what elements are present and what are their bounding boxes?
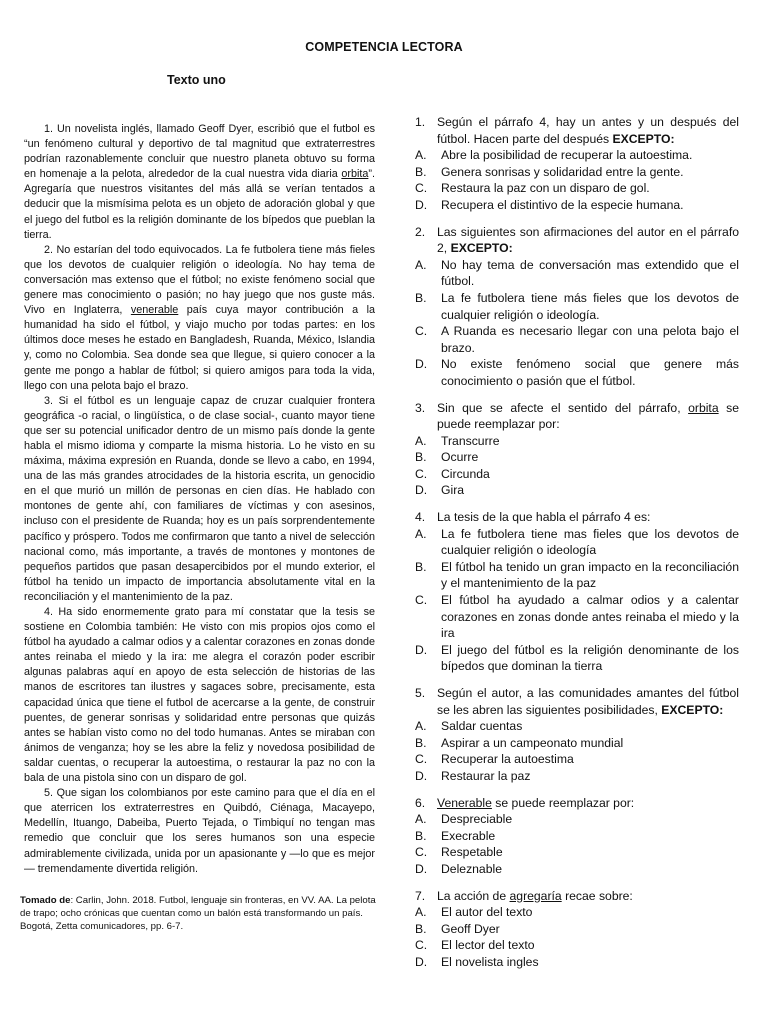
answer-option[interactable] [415,954,739,971]
option-letter: B. [415,450,427,465]
underlined-word: orbita [341,168,369,181]
option-text: La fe futbolera tiene más fieles que los devotos de cualquier religión o ideología. [441,290,739,322]
option-letter: C. [415,845,428,860]
option-letter: B. [415,735,427,750]
question-number: 7. [415,888,426,903]
question-4 [415,509,739,675]
underlined-word: Venerable [437,795,492,810]
answer-option[interactable] [415,861,739,878]
answer-option[interactable] [415,356,739,389]
option-text: Transcurre [441,433,500,448]
option-text: Despreciable [441,812,513,827]
option-text: Abre la posibilidad de recuperar la autoestima. [441,148,693,163]
option-letter: A. [415,526,427,541]
answer-option[interactable] [415,257,739,290]
option-text: El novelista ingles [441,954,539,969]
paragraph-text: 3. Si el fútbol es un lenguaje capaz de cruzar cualquier frontera geográfica -o racial, o lingüística, o de clase social-, cuanto mayor tiene que ser su potencial unificador dentro de un mismo país donde la gente habla el mismo idioma y comparte la misma historia. Lo he visto en su máxima, máxima expresión en Ruanda, donde se llevo a cabo, en 1994, una de las más grandes atrocidades de la historia escrita, un genocidio en el que murió un millón de personas en cien días. He hablado con montones de gente ahí, con familiares de víctimas y con asesinos, incluso con el presidente de Ruanda; hoy es un país sorprendentemente pacífico y próspero. Todos me confirmaron que tanto a nivel de selección nacional como, más importante, a través de montones y montones de pequeños partidos que pasan desapercibidos por el mundo exterior, el fútbol ha tenido un impacto de importancia absolutamente vital en la reconciliación y el mantenimiento de la paz. [24,394,375,603]
paragraph-3 [24,394,375,605]
option-text: Genera sonrisas y solidaridad entre la gente. [441,164,684,179]
answer-option[interactable] [415,735,739,752]
question-7 [415,888,739,971]
paragraph-text: 5. Que sigan los colombianos por este camino para que el día en el que aterricen los extraterrestres en Quibdó, Ciénaga, Macayepo, Medellín, Ituango, Dabeiba, Puerto Tejada, o Timbiquí no tengan mas remedio que concluir que los seres humanos son una especie admirablemente civilizada, unida por un apasionante y —lo que es mejor— tremendamente divertida religión. [24,787,375,875]
source-text: : Carlin, John. 2018. Futbol, lenguaje sin fronteras, en VV. AA. La pelota de trapo; ocho crónicas que cuentan como un balón está transformando un país. Bogotá, Zetta comunicadores, pp. 6-7. [20,895,376,932]
option-text: Circunda [441,466,490,481]
option-text: No existe fenómeno social que genere más conocimiento o pasión que el fútbol. [441,357,739,388]
option-letter: C. [415,324,428,339]
option-text: Deleznable [441,861,502,876]
option-letter: C. [415,466,428,481]
question-stem [415,224,739,257]
option-letter: C. [415,752,428,767]
option-letter: D. [415,768,428,783]
question-text [437,795,739,812]
question-number: 5. [415,686,426,700]
answer-option[interactable] [415,323,739,356]
option-text: Saldar cuentas [441,719,523,734]
question-text [437,685,739,718]
paragraph-text: 4. Ha sido enormemente grato para mí constatar que la tesis se sostiene en Colombia también: He visto con mis propios ojos como el fútbol ha ayudado a calmar odios y a calentar corazones en zonas donde antes reinaba el miedo y la ira: me alegra el corazón poder escribir algunas palabras aquí en apoyo de esta selección de historias de las manos de escritores tan ilustres y sagaces sobre, precisamente, esta capacidad única que tiene el futbol de acercarse a la gente, de construir puentes, de generar sonrisas y solidaridad entre personas que quizás antes se habían visto como no del todo humanas. Antes se miraban con ánimos de venganza; hoy se les abre la feliz y novedosa posibilidad de saldar cuentas, o recuperar la autoestima, o restaurar la paz no con la bala de una pistola sino con un disparo de gol. [24,606,375,785]
page-title: COMPETENCIA LECTORA [305,40,463,54]
emphasis-text: EXCEPTO: [661,702,724,717]
option-text: Execrable [441,828,496,843]
emphasis-text: EXCEPTO: [612,131,675,146]
answer-option[interactable] [415,718,739,735]
option-letter: B. [415,559,427,574]
option-letter: D. [415,357,428,372]
underlined-word: agregaría [509,888,562,903]
answer-option[interactable] [415,904,739,921]
stem-text: Las siguientes son afirmaciones del autor en el párrafo 2, [437,224,739,256]
stem-text: Sin que se afecte el sentido del párrafo, [437,400,689,415]
question-stem [415,888,739,905]
answer-option[interactable] [415,526,739,559]
emphasis-text: EXCEPTO: [450,241,513,256]
answer-option[interactable] [415,937,739,954]
question-number: 1. [415,115,426,129]
stem-text: La acción de [437,888,510,903]
question-number: 3. [415,400,426,415]
option-text: El fútbol ha ayudado a calmar odios y a calentar corazones en zonas donde antes reinaba el miedo y la ira [441,593,739,641]
answer-option[interactable] [415,449,739,466]
question-text [437,224,739,257]
option-text: Recupera el distintivo de la especie humana. [441,197,684,212]
stem-text: se puede reemplazar por: [437,400,739,432]
option-letter: A. [415,148,427,163]
source-label: Tomado de [20,895,71,906]
reading-text [24,122,375,877]
option-letter: C. [415,593,428,608]
underlined-word: venerable [130,304,179,317]
question-text [437,509,739,526]
option-text: El fútbol ha tenido un gran impacto en la reconciliación y el mantenimiento de la paz [441,559,739,591]
answer-option[interactable] [415,811,739,828]
answer-option[interactable] [415,844,739,861]
option-text: La fe futbolera tiene mas fieles que los devotos de cualquier religión o ideología [441,526,739,558]
paragraph-text: 1. Un novelista inglés, llamado Geoff Dyer, escribió que el futbol es “un fenómeno cultural y deportivo de tal magnitud que extraterrestres podrían razonablemente concluir que nuestro planeta obtuvo su forma en homenaje a la pelota, alrededor de la cual nuestra vida diaria [24,123,375,181]
question-2 [415,224,739,390]
option-text: Recuperar la autoestima [441,752,574,767]
answer-option[interactable] [415,197,739,214]
option-text: El lector del texto [441,938,535,953]
paragraph-1 [24,122,375,243]
question-stem [415,685,739,718]
question-3 [415,400,739,500]
underlined-word: orbita [688,400,719,415]
answer-option[interactable] [415,147,739,164]
option-letter: B. [415,290,427,305]
answer-option[interactable] [415,559,739,592]
answer-option[interactable] [415,433,739,450]
option-letter: A. [415,905,427,920]
stem-text: Según el autor, a las comunidades amantes del fútbol se les abren las siguientes posibilidades, [437,686,739,717]
option-letter: D. [415,483,428,498]
option-letter: B. [415,921,427,936]
paragraph-text: país cuya mayor contribución a la humanidad ha sido el fútbol, y viajo mucho por todas partes: en los últimos doce meses he estado en Bangladesh, Ruanda, México, Islandia y, como no Colombia. Sea donde sea que llegue, si quiero conocer a la gente me pongo a hablar de fútbol; si quiero amigos para toda la vida, llego con una pelota bajo el brazo. [24,304,375,392]
source-citation [20,894,376,933]
option-letter: C. [415,181,428,196]
option-letter: C. [415,938,428,953]
question-number: 2. [415,224,426,239]
answer-option[interactable] [415,768,739,785]
stem-text: se puede reemplazar por: [491,795,635,810]
option-letter: A. [415,433,427,448]
stem-text: recae sobre: [561,888,633,903]
answer-option[interactable] [415,751,739,768]
option-text: Geoff Dyer [441,921,500,936]
option-letter: A. [415,719,427,734]
option-text: Respetable [441,845,503,860]
question-stem [415,509,739,526]
option-text: Aspirar a un campeonato mundial [441,735,624,750]
stem-text: La tesis de la que habla el párrafo 4 es: [437,510,651,525]
question-text [437,114,739,147]
question-6 [415,795,739,878]
answer-option[interactable] [415,642,739,675]
answer-option[interactable] [415,290,739,323]
paragraph-text: 2. No estarían del todo equivocados. La fe futbolera tiene más fieles que los devotos de cualquier religión o ideología. No hay tema de conversación mas extenso que el fútbol; no existe fenómeno social que genere mas conocimiento o pasión; no hay juego que nos guste más. Vivo en Inglaterra, [24,243,375,317]
option-text: Ocurre [441,450,479,465]
answer-option[interactable] [415,180,739,197]
option-letter: D. [415,954,428,969]
option-text: Gira [441,483,465,498]
answer-option[interactable] [415,921,739,938]
question-list [415,114,739,981]
question-stem [415,795,739,812]
option-letter: A. [415,812,427,827]
answer-option[interactable] [415,466,739,483]
option-text: A Ruanda es necesario llegar con una pelota bajo el brazo. [441,324,739,355]
paragraph-4 [24,605,375,786]
paragraph-text: ”. Agregaría que nuestros visitantes del más allá se verían tentados a deducir que la mismísima pelota es un objeto de adoración global y que el juego del futbol es la religión dominante de los bípedos que pueblan la tierra. [24,168,375,241]
answer-option[interactable] [415,592,739,642]
question-text [437,888,739,905]
question-stem [415,114,739,147]
option-letter: D. [415,197,428,212]
option-letter: A. [415,257,427,272]
option-letter: B. [415,828,427,843]
question-1 [415,114,739,214]
paragraph-2 [24,243,375,394]
question-number: 6. [415,795,426,810]
answer-option[interactable] [415,482,739,499]
option-text: No hay tema de conversación mas extendido que el fútbol. [441,257,739,289]
option-letter: B. [415,164,427,179]
question-number: 4. [415,510,426,525]
option-text: Restaurar la paz [441,768,531,783]
option-text: El autor del texto [441,905,533,920]
stem-text: Según el párrafo 4, hay un antes y un después del fútbol. Hacen parte del después [437,115,739,146]
question-stem [415,400,739,433]
question-text [437,400,739,433]
option-text: Restaura la paz con un disparo de gol. [441,181,650,196]
question-5 [415,685,739,785]
section-subtitle: Texto uno [167,73,226,87]
option-letter: D. [415,642,428,657]
option-text: El juego del fútbol es la religión denominante de los bípedos que dominan la tierra [441,642,739,674]
answer-option[interactable] [415,828,739,845]
answer-option[interactable] [415,164,739,181]
paragraph-5 [24,786,375,877]
option-letter: D. [415,861,428,876]
